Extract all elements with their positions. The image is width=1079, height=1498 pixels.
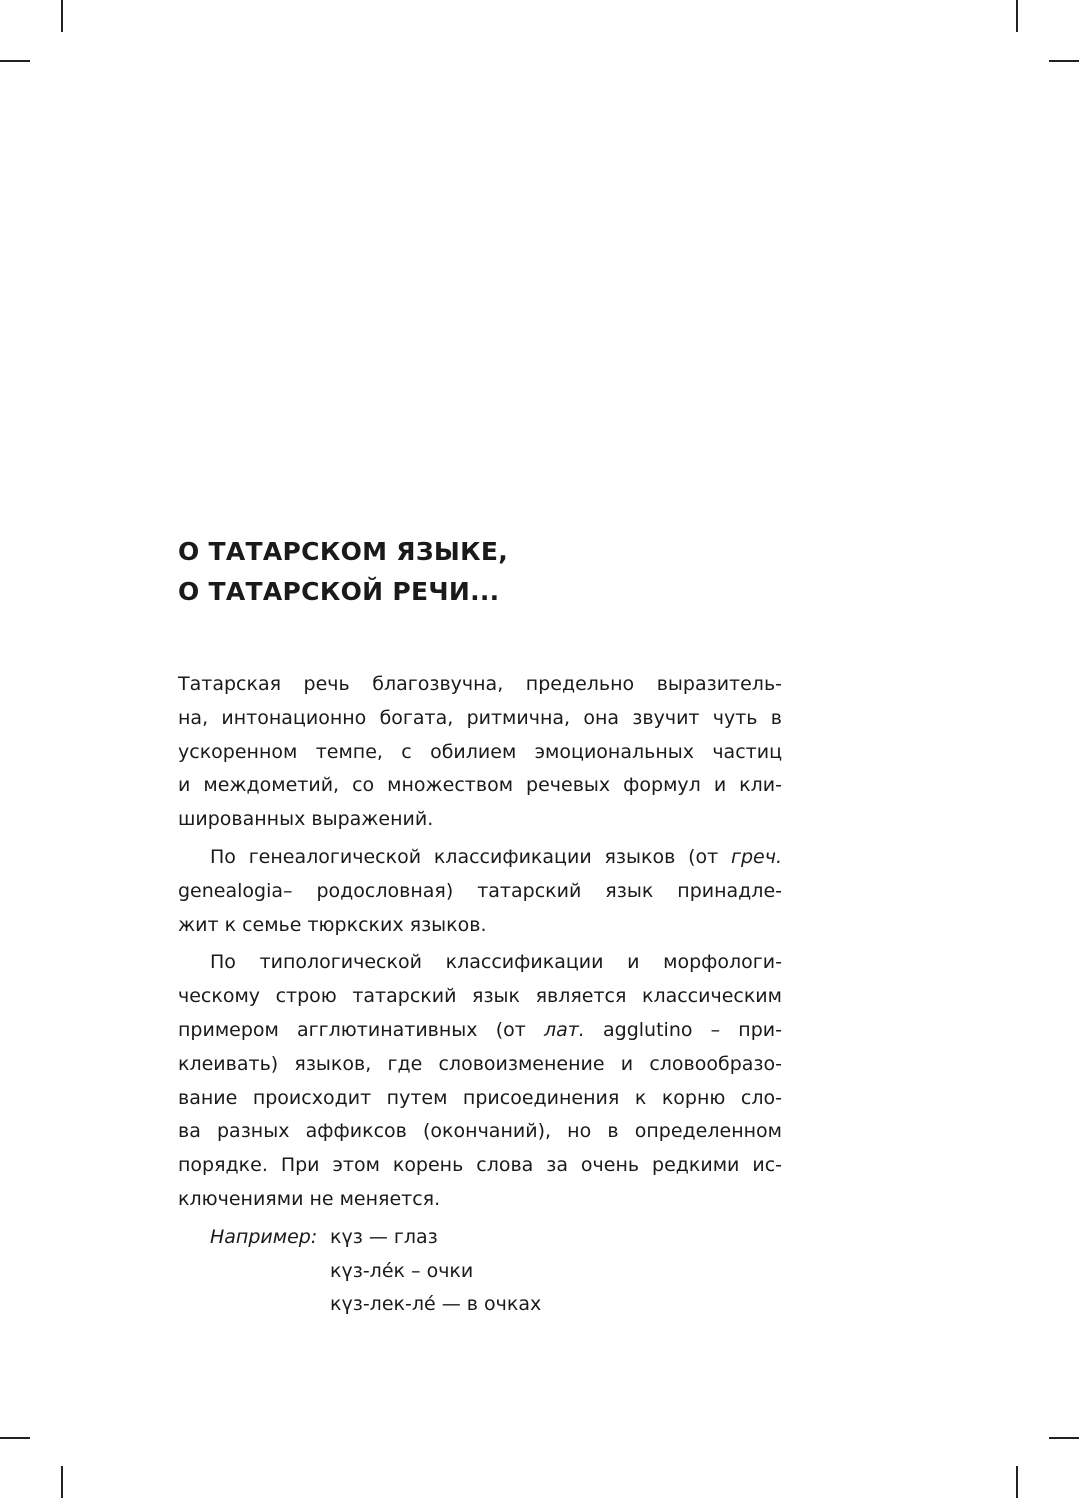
paragraph-line: Татарская речь благозвучна, предельно выразитель- xyxy=(178,673,782,695)
crop-mark-bottom-right-h xyxy=(1049,1437,1079,1439)
crop-mark-top-right xyxy=(1016,0,1018,32)
paragraph-line: ческому строю татарский язык является классическим xyxy=(178,985,782,1008)
example-row xyxy=(178,1255,782,1289)
paragraph-line xyxy=(178,841,782,875)
paragraph-line: ускоренном темпе, с обилием эмоциональных частиц xyxy=(178,740,782,763)
crop-mark-bottom-right xyxy=(1016,1466,1018,1498)
paragraph-line: шированных выражений. xyxy=(178,808,434,831)
paragraph-line: клеивать) языков, где словоизменение и словообразо- xyxy=(178,1052,782,1075)
example-item: күз-ле́к – очки xyxy=(330,1259,474,1282)
paragraph-line: жит к семье тюркских языков. xyxy=(178,913,487,936)
example-label: Например: xyxy=(210,1225,318,1248)
paragraph-line: ва разных аффиксов (окончаний), но в определенном xyxy=(178,1120,782,1143)
crop-mark-top-right-h xyxy=(1049,60,1079,62)
body-text xyxy=(178,668,782,1322)
abbreviation-latin: лат. xyxy=(543,1018,585,1041)
paragraph-line: genealogia– родословная) татарский язык принадле- xyxy=(178,879,782,902)
example-label-spacer xyxy=(178,1255,330,1289)
page-content xyxy=(178,532,782,1322)
paragraph-line: и междометий, со множеством речевых формул и кли- xyxy=(178,774,782,797)
example-row xyxy=(178,1288,782,1322)
paragraph-line: ключениями не меняется. xyxy=(178,1187,441,1210)
paragraph-text: примером агглютинативных (от xyxy=(178,1018,544,1041)
example-label-spacer xyxy=(178,1288,330,1322)
crop-mark-top-left xyxy=(61,0,63,32)
example-block xyxy=(178,1221,782,1322)
abbreviation-greek: греч. xyxy=(731,845,782,868)
example-item: күз-лек-ле́ — в очках xyxy=(330,1293,542,1316)
paragraph-line: вание происходит путем присоединения к корню сло- xyxy=(178,1086,782,1109)
paragraph-line xyxy=(178,1014,782,1048)
paragraph-3 xyxy=(178,946,782,1216)
crop-mark-bottom-left xyxy=(61,1466,63,1498)
example-item: күз — глаз xyxy=(330,1225,438,1248)
paragraph-line: По типологической классификации и морфологи- xyxy=(210,951,782,974)
paragraph-1 xyxy=(178,668,782,837)
chapter-heading-line-1: О ТАТАРСКОМ ЯЗЫКЕ, xyxy=(178,537,509,566)
example-row xyxy=(178,1221,782,1255)
paragraph-line: на, интонационно богата, ритмична, она звучит чуть в xyxy=(178,706,782,729)
crop-mark-top-left-h xyxy=(0,60,30,62)
crop-mark-bottom-left-h xyxy=(0,1437,30,1439)
paragraph-text: По генеалогической классификации языков (от xyxy=(210,845,731,868)
chapter-heading-line-2: О ТАТАРСКОЙ РЕЧИ... xyxy=(178,577,500,606)
paragraph-2 xyxy=(178,841,782,942)
paragraph-text: agglutino – при- xyxy=(584,1018,782,1041)
chapter-heading xyxy=(178,532,782,612)
paragraph-line: порядке. При этом корень слова за очень редкими ис- xyxy=(178,1154,782,1177)
